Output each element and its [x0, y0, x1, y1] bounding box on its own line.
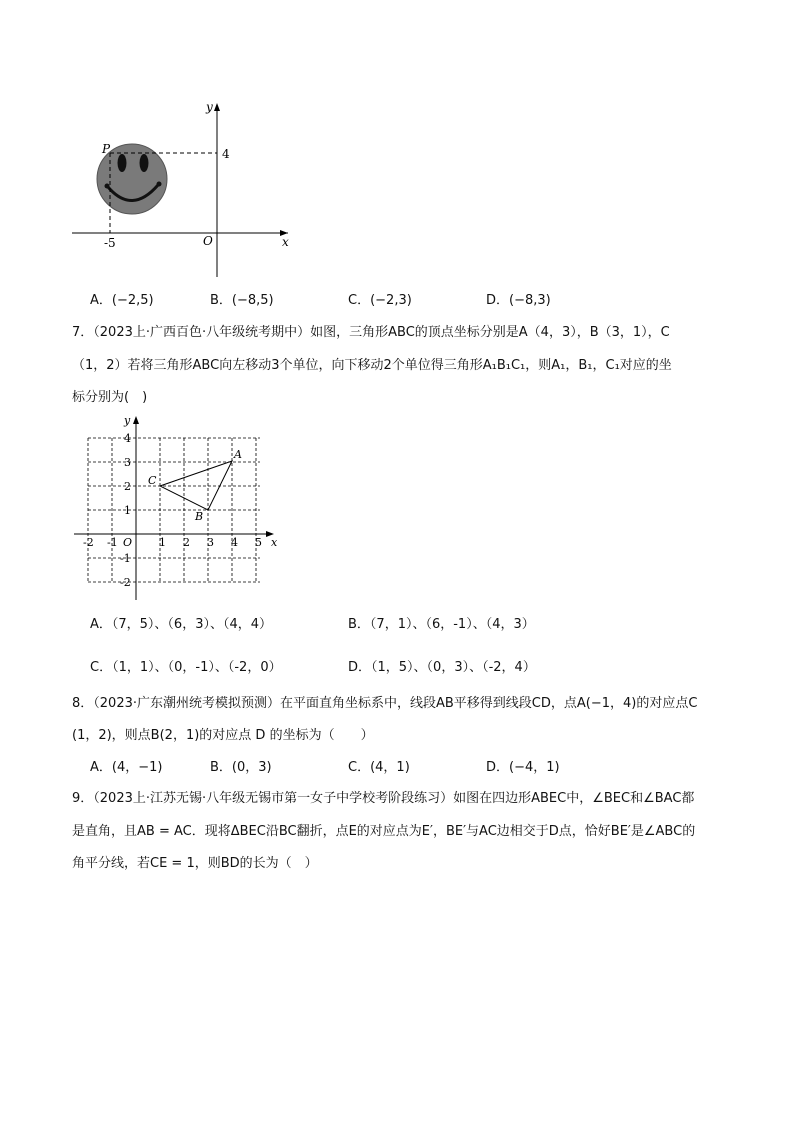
- q8-option-c: C．(4，1): [348, 760, 410, 775]
- q6-option-d: D．(−8,3): [486, 293, 551, 308]
- fig1-x-label: x: [282, 235, 289, 249]
- q7-option-b: B．（7，1）、（6，-1）、（4，3）: [348, 617, 535, 632]
- fig2-y-tick: 4: [124, 432, 131, 445]
- fig1-neg5-label: -5: [104, 236, 116, 250]
- fig2-x-tick: 2: [183, 536, 190, 549]
- fig2-b-label: B: [195, 510, 204, 523]
- smiley-figure: [60, 95, 310, 285]
- triangle-abc: [160, 461, 232, 510]
- fig1-four-label: 4: [222, 147, 230, 161]
- fig2-x-tick: 4: [231, 536, 238, 549]
- q7-stem-line1: 7．（2023上·广西百色·八年级统考期中）如图，三角形ABC的顶点坐标分别是A（4，3），B（3，1），C: [72, 325, 670, 340]
- q6-option-c: C．(−2,3): [348, 293, 412, 308]
- triangle-grid-figure: [68, 412, 288, 602]
- q7-option-a: A．（7，5）、（6，3）、（4，4）: [90, 617, 273, 632]
- q8-option-a: A．(4，−1): [90, 760, 163, 775]
- q6-option-a: A．(−2,5): [90, 293, 154, 308]
- q8-stem-line1: 8．（2023·广东潮州统考模拟预测）在平面直角坐标系中，线段AB平移得到线段CD，点A(−1，4)的对应点C: [72, 696, 698, 711]
- fig2-x-tick: 1: [159, 536, 166, 549]
- fig2-y-label: y: [124, 414, 131, 427]
- q7-option-c: C．（1，1）、（0，-1）、（-2，0）: [90, 660, 282, 675]
- q8-option-b: B．(0，3): [210, 760, 272, 775]
- fig2-y-tick: 2: [124, 480, 131, 493]
- fig1-p-label: P: [102, 142, 111, 156]
- fig2-x-tick: 5: [255, 536, 262, 549]
- fig2-x-tick: -2: [83, 536, 94, 549]
- fig2-y-tick: -1: [120, 552, 131, 565]
- smiley-right-eye: [140, 154, 149, 172]
- fig2-y-tick: 3: [124, 456, 131, 469]
- fig2-y-tick: 1: [124, 504, 131, 517]
- fig2-y-tick: -2: [120, 576, 131, 589]
- q9-stem-line2: 是直角，且AB = AC．现将ΔBEC沿BC翻折，点E的对应点为E′，BE′与AC边相交于D点，恰好BE′是∠ABC的: [72, 824, 696, 839]
- q7-option-d: D．（1，5）、（0，3）、（-2，4）: [348, 660, 536, 675]
- q7-stem-line3: 标分别为( ): [72, 390, 148, 405]
- q8-stem-line2: (1，2)，则点B(2，1)的对应点 D 的坐标为（ ）: [72, 728, 374, 743]
- fig1-y-label: y: [206, 100, 213, 114]
- q9-stem-line3: 角平分线，若CE = 1，则BD的长为（ ）: [72, 856, 318, 871]
- fig2-x-tick: 3: [207, 536, 214, 549]
- q7-stem-line2: （1，2）若将三角形ABC向左移动3个单位，向下移动2个单位得三角形A₁B₁C₁，则A₁，B₁，C₁对应的坐: [72, 358, 672, 373]
- fig2-x-label: x: [271, 536, 278, 549]
- fig2-o-label: O: [123, 536, 133, 549]
- q8-option-d: D．(−4，1): [486, 760, 560, 775]
- smiley-left-eye: [118, 154, 127, 172]
- fig1-o-label: O: [203, 234, 213, 248]
- fig2-a-label: A: [234, 448, 242, 461]
- q6-option-b: B．(−8,5): [210, 293, 274, 308]
- q9-stem-line1: 9．（2023上·江苏无锡·八年级无锡市第一女子中学校考阶段练习）如图在四边形ABEC中，∠BEC和∠BAC都: [72, 791, 695, 806]
- fig2-x-tick: -1: [107, 536, 118, 549]
- fig2-c-label: C: [148, 474, 157, 487]
